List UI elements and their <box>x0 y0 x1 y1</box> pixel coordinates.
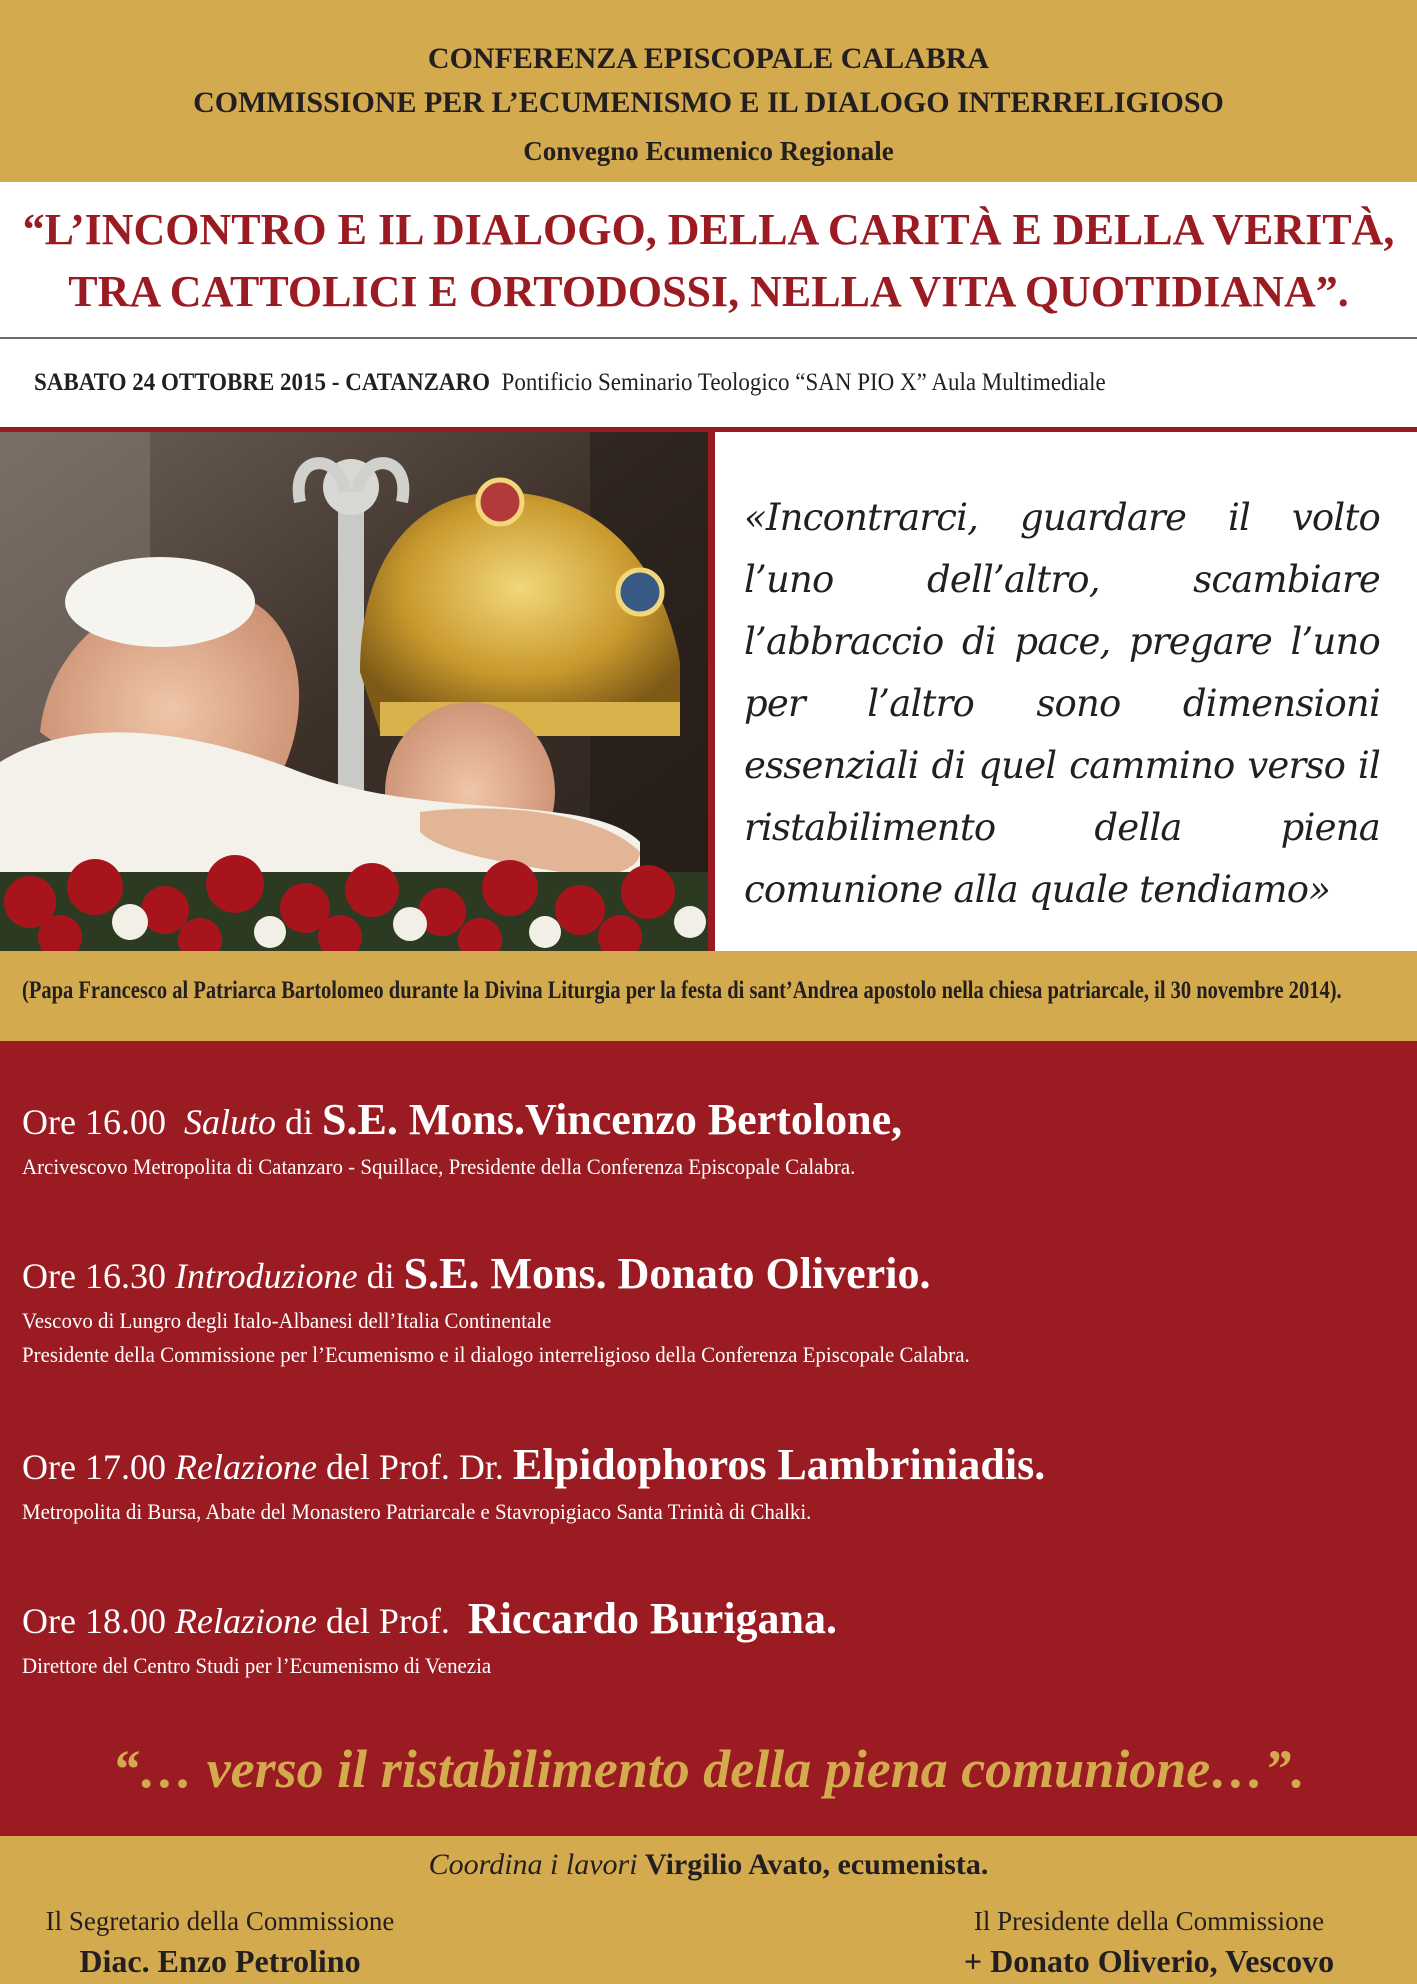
program-speaker-details: Metropolita di Bursa, Abate del Monastero Patriarcale e Stavropigiaco Santa Trinità di Chalki. <box>22 1499 812 1524</box>
program-connector: di <box>366 1256 395 1296</box>
program-section <box>0 1041 1417 1836</box>
program-speaker: Riccardo Burigana. <box>467 1594 838 1643</box>
program-time: Ore 16.00 <box>22 1102 166 1142</box>
quote-caption: (Papa Francesco al Patriarca Bartolomeo durante la Divina Liturgia per la festa di sant’Andrea apostolo nella chiesa patriarcale, il 30 novembre 2014). <box>22 977 1342 1004</box>
program-item <box>22 1095 903 1179</box>
president-signature <box>919 1906 1379 1980</box>
secretary-role: Il Segretario della Commissione <box>45 1906 395 1936</box>
program-speaker-details: Presidente della Commissione per l’Ecumenismo e il dialogo interreligioso della Conferenza Episcopale Calabra. <box>22 1342 970 1367</box>
program-role: Introduzione <box>174 1256 358 1296</box>
pope-quote: «Incontrarci, guardare il volto l’uno dell’altro, scambiare l’abbraccio di pace, pregare l’uno per l’altro sono dimensioni essenziali di quel cammino verso il ristabilimento della piena comunione alla quale tendiamo» <box>744 496 1380 911</box>
event-title-line-1: “L’INCONTRO E IL DIALOGO, DELLA CARITÀ E DELLA VERITÀ, <box>22 205 1395 254</box>
quote-caption-band <box>0 951 1417 1041</box>
secretary-name: Diac. Enzo Petrolino <box>79 1943 361 1979</box>
program-connector: di <box>284 1102 313 1142</box>
embrace-photo <box>0 432 708 951</box>
program-speaker-details: Direttore del Centro Studi per l’Ecumenismo di Venezia <box>22 1653 492 1678</box>
date-place: SABATO 24 OTTOBRE 2015 - CATANZARO <box>34 369 491 396</box>
program-item <box>22 1440 1046 1524</box>
program-role: Relazione <box>174 1447 317 1487</box>
president-role: Il Presidente della Commissione <box>973 1906 1325 1936</box>
program-time: Ore 16.30 <box>22 1256 166 1296</box>
program-speaker: S.E. Mons.Vincenzo Bertolone, <box>322 1095 903 1144</box>
program-item <box>22 1249 1020 1367</box>
footer-band <box>0 1836 1417 1984</box>
program-time: Ore 17.00 <box>22 1447 166 1487</box>
coordinator-line <box>0 1848 1417 1882</box>
venue: Pontificio Seminario Teologico “SAN PIO X” Aula Multimediale <box>501 369 1106 396</box>
divider <box>708 432 715 951</box>
event-title <box>0 182 1417 337</box>
motto: “… verso il ristabilimento della piena comunione…”. <box>112 1739 1305 1799</box>
program-speaker: Elpidophoros Lambriniadis. <box>512 1440 1046 1489</box>
header-band <box>0 0 1417 182</box>
event-type: Convegno Ecumenico Regionale <box>523 136 894 166</box>
dateline <box>0 339 1417 427</box>
president-name: + Donato Oliverio, Vescovo <box>963 1943 1335 1979</box>
program-role: Relazione <box>174 1601 317 1641</box>
coordinator-name: Virgilio Avato, ecumenista. <box>645 1848 989 1881</box>
program-time: Ore 18.00 <box>22 1601 166 1641</box>
program-role: Saluto <box>183 1102 276 1142</box>
coordinator-label: Coordina i lavori <box>428 1848 638 1881</box>
program-item <box>22 1594 838 1678</box>
embrace-photo-illustration <box>0 432 708 951</box>
program-connector: del Prof. <box>325 1601 450 1641</box>
program-speaker: S.E. Mons. Donato Oliverio. <box>403 1249 931 1298</box>
commission-name: COMMISSIONE PER L’ECUMENISMO E IL DIALOGO INTERRELIGIOSO <box>193 86 1224 119</box>
conference-name: CONFERENZA EPISCOPALE CALABRA <box>427 42 990 75</box>
secretary-signature <box>40 1906 400 1980</box>
program-speaker-details: Arcivescovo Metropolita di Catanzaro - Squillace, Presidente della Conferenza Episcopale Calabra. <box>22 1154 856 1179</box>
event-title-line-2: TRA CATTOLICI E ORTODOSSI, NELLA VITA QUOTIDIANA”. <box>68 267 1349 316</box>
program-speaker-details: Vescovo di Lungro degli Italo-Albanesi dell’Italia Continentale <box>22 1308 552 1333</box>
program-connector: del Prof. Dr. <box>325 1447 504 1487</box>
